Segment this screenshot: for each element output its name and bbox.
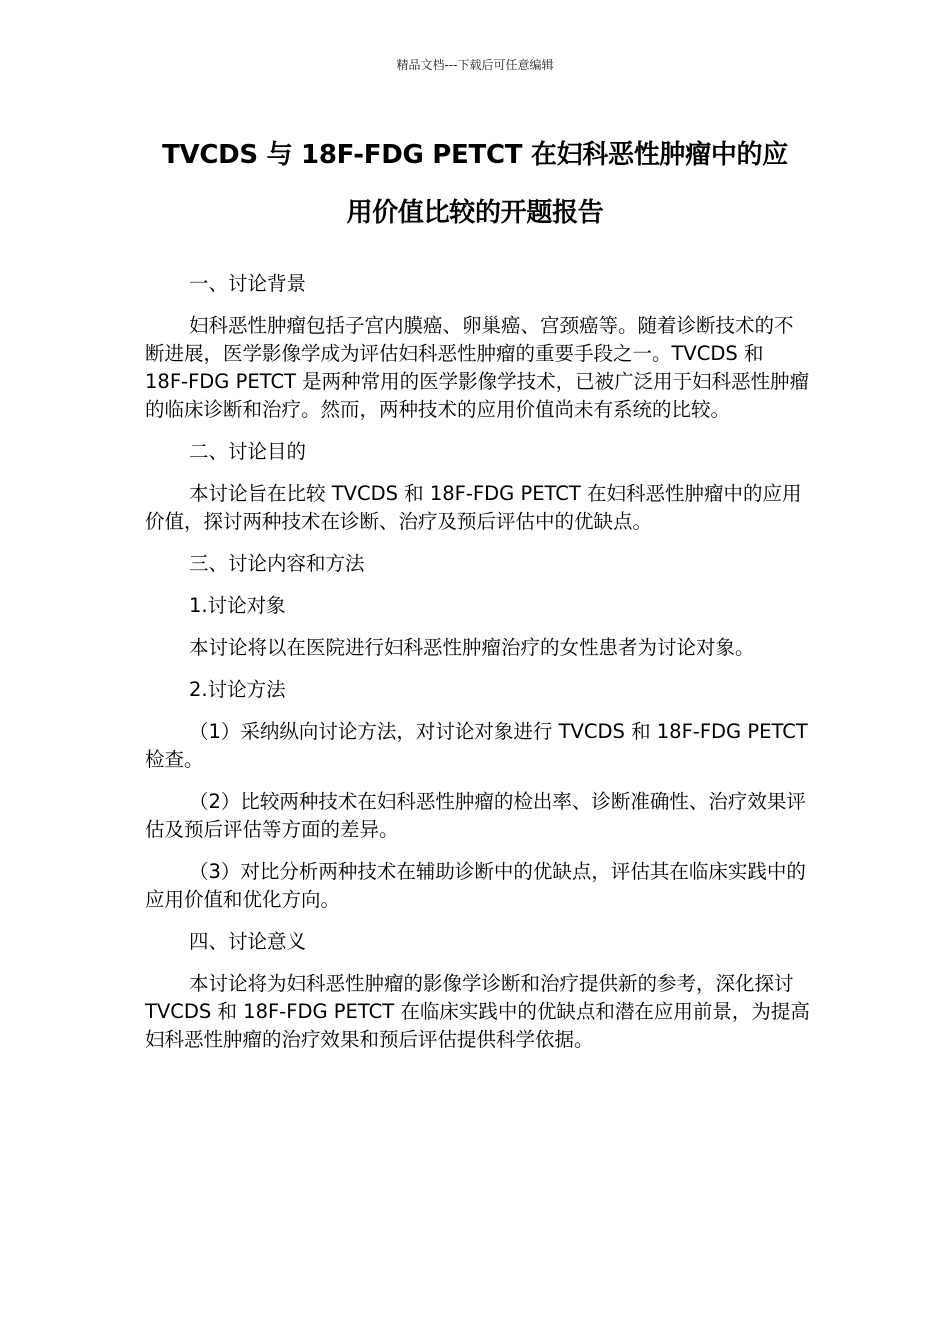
method-item-1: （1）采纳纵向讨论方法，对讨论对象进行 TVCDS 和 18F-FDG PETCT 检查。 xyxy=(145,720,808,771)
paragraph-significance: 本讨论将为妇科恶性肿瘤的影像学诊断和治疗提供新的参考，深化探讨 TVCDS 和 18F-FDG PETCT 在临床实践中的优缺点和潜在应用前景，为提高妇科恶性肿瘤的治疗效果和预后评估提供科学依据。 xyxy=(145,972,810,1051)
page-header: 精品文档---下载后可任意编辑 xyxy=(396,58,554,72)
paragraph-purpose: 本讨论旨在比较 TVCDS 和 18F-FDG PETCT 在妇科恶性肿瘤中的应用价值，探讨两种技术在诊断、治疗及预后评估中的优缺点。 xyxy=(145,482,802,533)
document-title xyxy=(120,126,830,242)
document-body xyxy=(145,270,810,1068)
subheading-subjects: 1.讨论对象 xyxy=(189,594,286,617)
method-item-2: （2）比较两种技术在妇科恶性肿瘤的检出率、诊断准确性、治疗效果评估及预后评估等方面的差异。 xyxy=(145,790,806,841)
title-line-2: 用价值比较的开题报告 xyxy=(346,198,604,228)
section-heading-methods: 三、讨论内容和方法 xyxy=(189,552,365,575)
subheading-methods: 2.讨论方法 xyxy=(189,678,286,701)
title-line-1: TVCDS 与 18F-FDG PETCT 在妇科恶性肿瘤中的应 xyxy=(162,140,788,170)
section-heading-significance: 四、讨论意义 xyxy=(189,930,307,953)
method-item-3: （3）对比分析两种技术在辅助诊断中的优缺点，评估其在临床实践中的应用价值和优化方向。 xyxy=(145,860,806,911)
section-heading-purpose: 二、讨论目的 xyxy=(189,440,307,463)
paragraph-background: 妇科恶性肿瘤包括子宫内膜癌、卵巢癌、宫颈癌等。随着诊断技术的不断进展，医学影像学成为评估妇科恶性肿瘤的重要手段之一。TVCDS 和 18F-FDG PETCT 是两种常用的医学影像学技术，已被广泛用于妇科恶性肿瘤的临床诊断和治疗。然而，两种技术的应用价值尚未有系统的比较。 xyxy=(145,314,810,421)
paragraph-subjects: 本讨论将以在医院进行妇科恶性肿瘤治疗的女性患者为讨论对象。 xyxy=(189,636,755,659)
section-heading-background: 一、讨论背景 xyxy=(189,272,307,295)
